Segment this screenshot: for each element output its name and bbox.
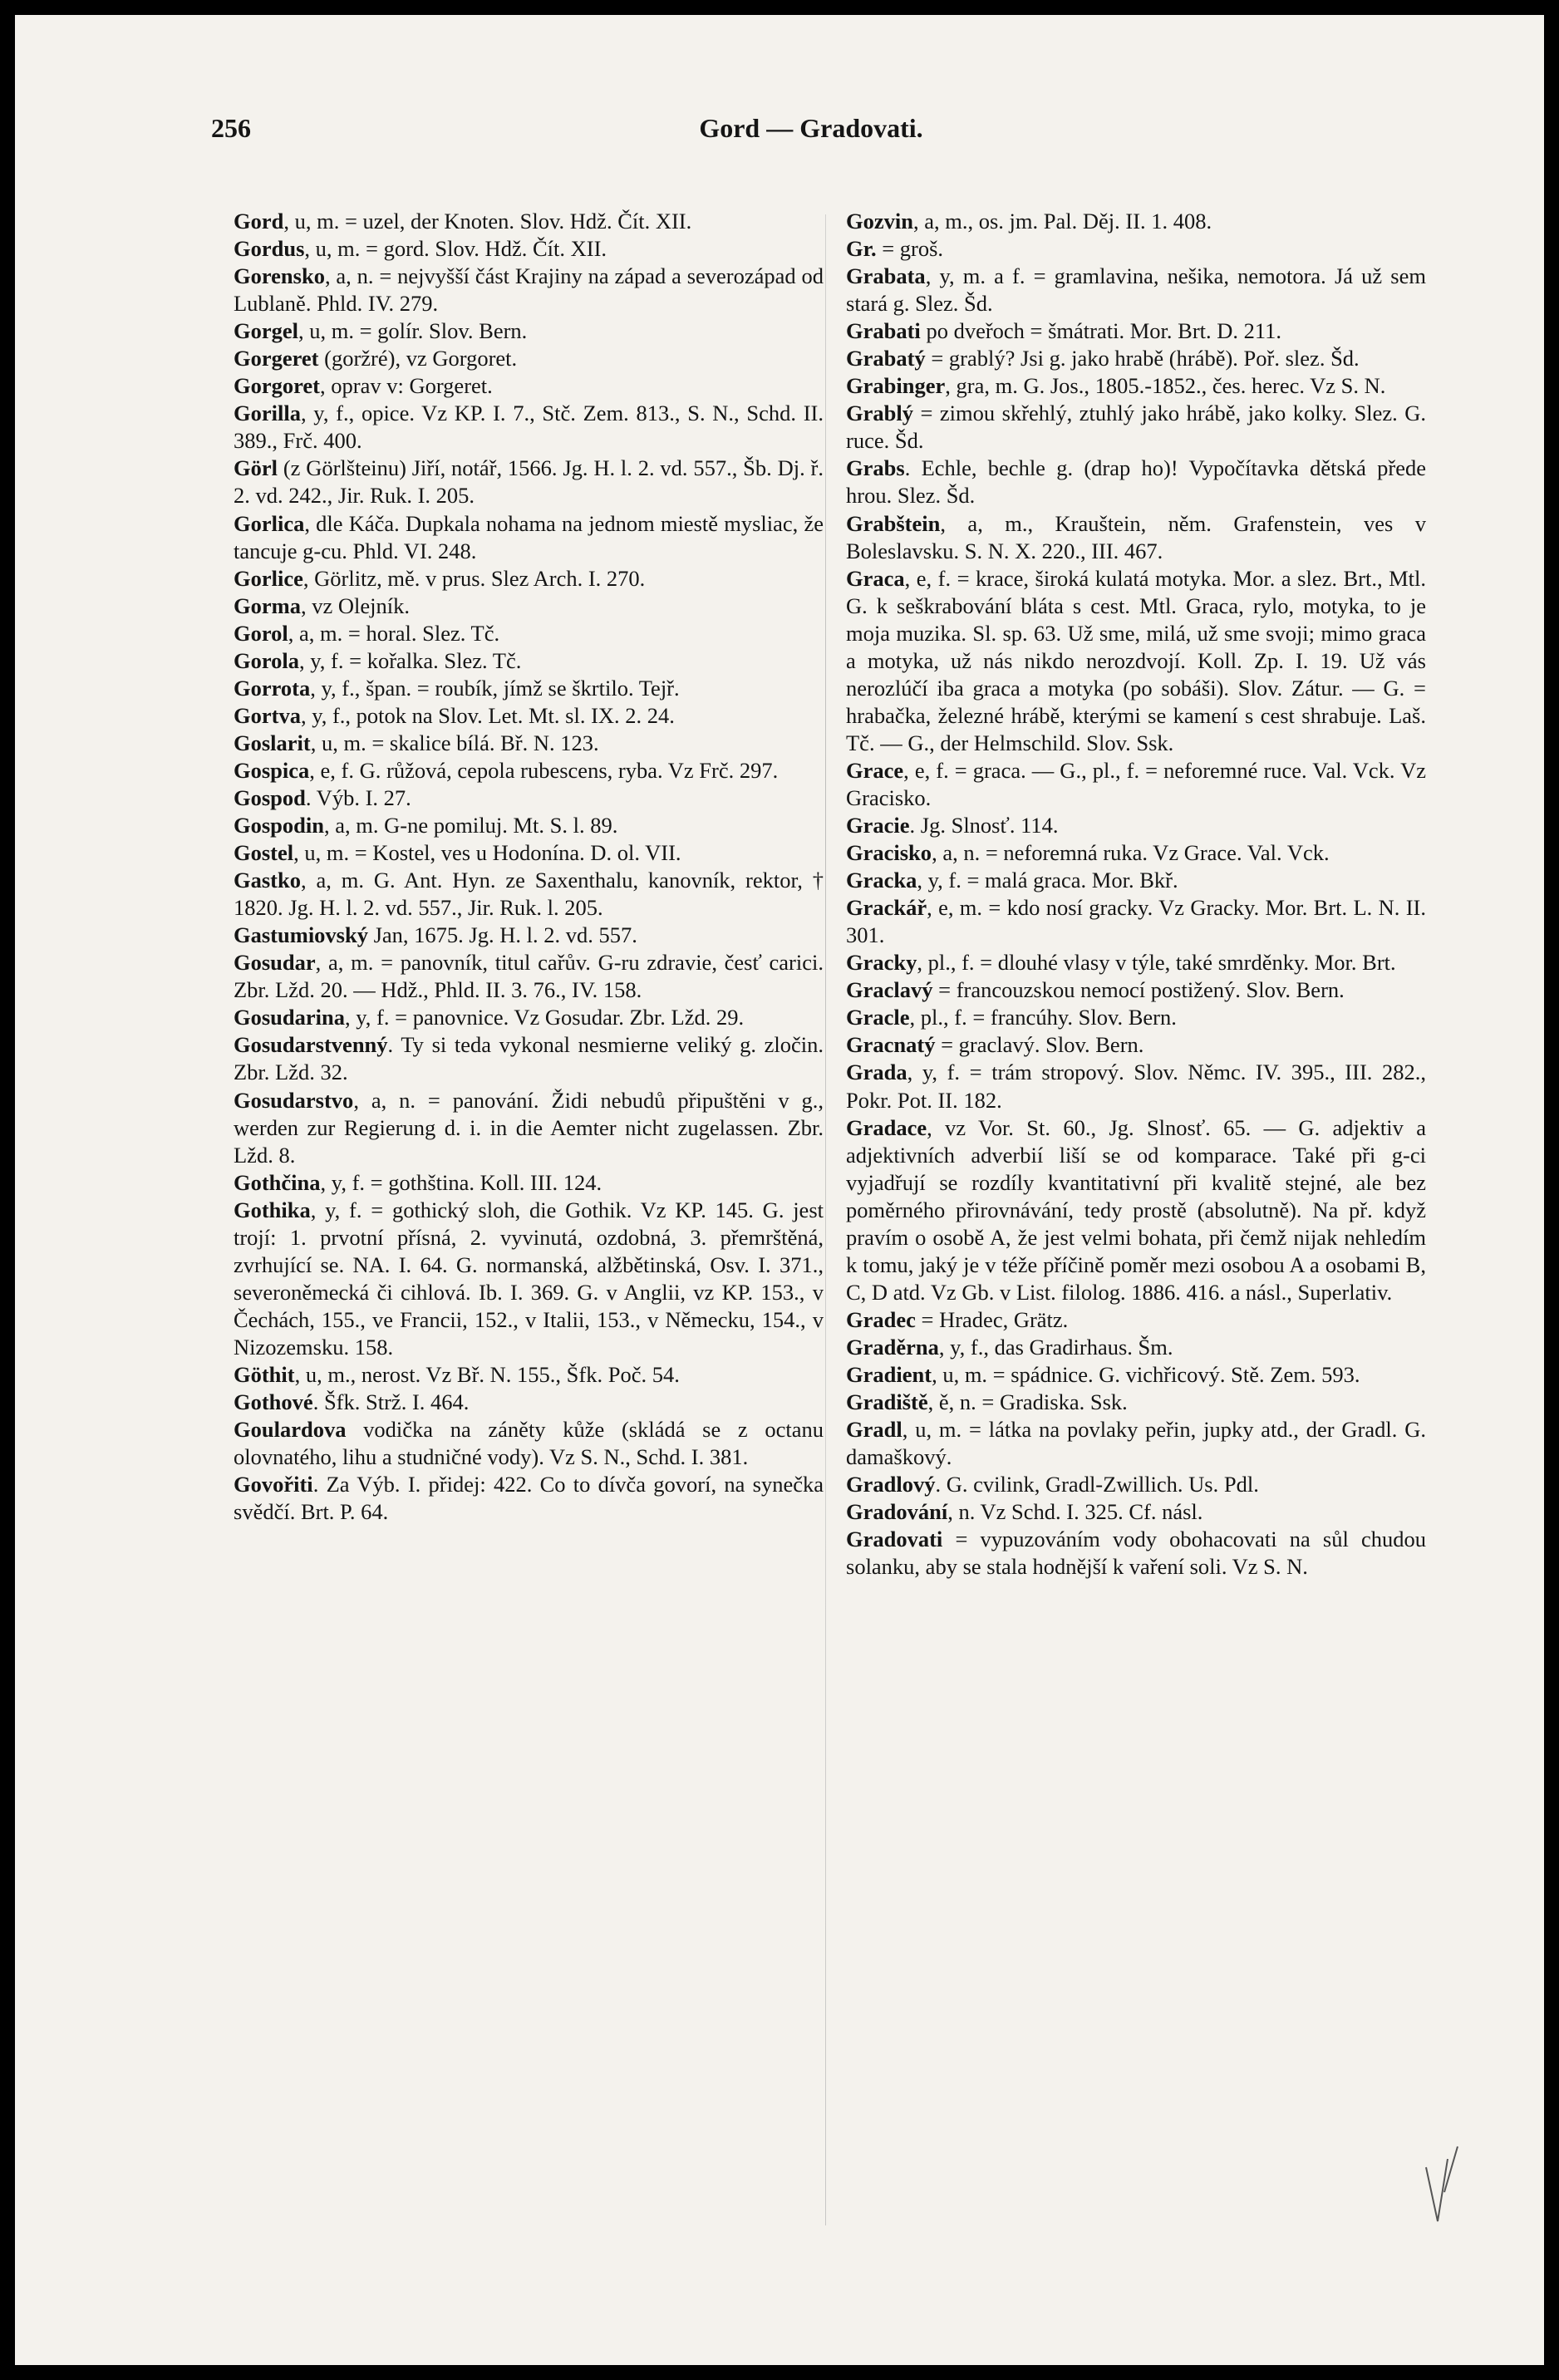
entry-definition: , a, n. = nejvyšší část Krajiny na západ a severozápad od Lublaně. Phld. IV. 279. (234, 263, 824, 317)
dictionary-entry (234, 1197, 824, 1361)
entry-definition: . Ty si teda vykonal nesmierne veliký g. zločin. Zbr. Lžd. 32. (234, 1032, 824, 1085)
entry-headword: Gradovati (846, 1527, 943, 1552)
entry-definition: , pl., f. = francúhy. Slov. Bern. (909, 1005, 1177, 1030)
entry-definition: , a, m. = panovník, titul cařův. G-ru zdravie, česť carici. Zbr. Lžd. 20. — Hdž., Phld. II. 3. 76., IV. 158. (234, 950, 824, 1003)
entry-definition: , e, f. G. růžová, cepola rubescens, ryba. Vz Frč. 297. (309, 757, 779, 783)
entry-headword: Grada (846, 1060, 907, 1085)
dictionary-entry (234, 702, 824, 730)
dictionary-entry (234, 1031, 824, 1086)
dictionary-entry (234, 263, 824, 317)
dictionary-entry (846, 839, 1426, 867)
entry-headword: Gradient (846, 1361, 932, 1387)
entry-definition: = groš. (876, 236, 944, 262)
entry-definition: , y, f., opice. Vz KP. I. 7., Stč. Zem. 813., S. N., Schd. II. 389., Frč. 400. (234, 401, 824, 454)
dictionary-entry (234, 1416, 824, 1471)
dictionary-entry (234, 675, 824, 702)
dictionary-entry (234, 1361, 824, 1389)
entry-definition: , u, m. = gord. Slov. Hdž. Čít. XII. (304, 236, 607, 262)
entry-headword: Gorgoret (234, 373, 320, 399)
dictionary-entry (846, 1031, 1426, 1059)
entry-definition: , a, n. = panování. Židi nebudů připuštěni v g., werden zur Regierung d. i. in die Aemter nicht zugelassen. Zbr. Lžd. 8. (234, 1087, 824, 1168)
entry-definition: , u, m. = látka na povlaky peřin, jupky atd., der Gradl. G. damaškový. (846, 1417, 1426, 1470)
entry-headword: Gracle (846, 1005, 910, 1030)
dictionary-entry (234, 345, 824, 372)
entry-headword: Gosudarina (234, 1005, 346, 1030)
entry-definition: = zimou skřehlý, ztuhlý jako hrábě, jako kolky. Slez. G. ruce. Šd. (846, 401, 1426, 454)
dictionary-entry (234, 757, 824, 784)
entry-headword: Gorrota (234, 675, 311, 701)
entry-headword: Grabatý (846, 346, 926, 371)
entry-definition: (goržré), vz Gorgoret. (318, 346, 518, 371)
page-number: 256 (211, 113, 251, 143)
dictionary-entry (234, 867, 824, 922)
entry-definition: = graclavý. Slov. Bern. (935, 1032, 1144, 1058)
dictionary-entry (846, 1416, 1426, 1471)
dictionary-entry (234, 593, 824, 620)
dictionary-entry (234, 235, 824, 263)
dictionary-entry (846, 263, 1426, 317)
entry-definition: . Výb. I. 27. (305, 784, 411, 810)
entry-definition: , y, f., špan. = roubík, jímž se škrtilo. Tejř. (310, 675, 680, 701)
dictionary-entry (846, 812, 1426, 839)
entry-definition: . G. cvilink, Gradl-Zwillich. Us. Pdl. (935, 1472, 1259, 1497)
entry-headword: Grabštein (846, 510, 941, 536)
dictionary-entry (846, 949, 1426, 976)
entry-headword: Gradování (846, 1499, 948, 1525)
entry-definition: , n. Vz Schd. I. 325. Cf. násl. (947, 1499, 1203, 1525)
entry-headword: Gradec (846, 1306, 916, 1332)
entry-definition: , y, f. = gothština. Koll. III. 124. (320, 1169, 602, 1195)
entry-headword: Graděrna (846, 1334, 939, 1360)
dictionary-entry (234, 372, 824, 400)
entry-headword: Govořiti (234, 1472, 313, 1497)
entry-definition: , u, m. = golír. Slov. Bern. (298, 318, 528, 344)
entry-headword: Gradace (846, 1114, 927, 1140)
dictionary-entry (846, 1004, 1426, 1031)
pencil-mark (1419, 2142, 1469, 2234)
entry-definition: , u, m. = spádnice. G. vichřicový. Stě. Zem. 593. (932, 1361, 1360, 1387)
dictionary-entry (234, 1389, 824, 1416)
entry-headword: Gracnatý (846, 1032, 936, 1058)
entry-headword: Gordus (234, 236, 305, 262)
entry-headword: Gracka (846, 868, 917, 893)
entry-definition: vodička na záněty kůže (skládá se z octanu olovnatého, lihu a studničné vody). Vz S. N., Schd. I. 381. (234, 1417, 824, 1470)
entry-definition: , y, f. = gothický sloh, die Gothik. Vz KP. 145. G. jest trojí: 1. prvotní přísná, 2. vyvinutá, ozdobná, 3. přemrštěná, zvrhující se. NA. I. 64. G. normanská, alžbětinská, Osv. I. 371., severoněmecká či cihlová. Ib. I. 369. G. v Anglii, vz KP. 153., v Čechách, 155., ve Francii, 152., v Italii, 153., v Německu, 154., v Nizozemsku. 158. (234, 1197, 824, 1360)
dictionary-entry (846, 1389, 1426, 1416)
entry-headword: Gorol (234, 620, 288, 646)
entry-headword: Gorgel (234, 318, 298, 344)
dictionary-entry (234, 1004, 824, 1031)
entry-definition: , a, m., Krauštein, něm. Grafenstein, ves v Boleslavsku. S. N. X. 220., III. 467. (846, 510, 1426, 563)
dictionary-entry (846, 867, 1426, 894)
dictionary-entry (234, 1471, 824, 1526)
entry-definition: . Jg. Slnosť. 114. (909, 813, 1059, 838)
entry-headword: Gradl (846, 1417, 902, 1443)
dictionary-entry (234, 730, 824, 757)
entry-definition: , e, f. = graca. — G., pl., f. = neforemné ruce. Val. Vck. Vz Gracisko. (846, 757, 1426, 810)
entry-headword: Gothové (234, 1389, 313, 1415)
entry-headword: Gradlový (846, 1472, 936, 1497)
entry-headword: Gastko (234, 868, 301, 893)
dictionary-entry (846, 317, 1426, 345)
dictionary-entry (234, 510, 824, 565)
dictionary-entry (234, 455, 824, 509)
entry-headword: Gostel (234, 840, 294, 866)
entry-definition: . Echle, bechle g. (drap ho)! Vypočítavka dětská přede hrou. Slez. Šd. (846, 455, 1426, 509)
entry-definition: , a, n. = neforemná ruka. Vz Grace. Val. Vck. (932, 840, 1330, 866)
dictionary-entry (846, 1114, 1426, 1306)
dictionary-entry (846, 1526, 1426, 1581)
dictionary-entry (846, 1059, 1426, 1114)
column-divider (825, 214, 826, 2225)
entry-definition: = francouzskou nemocí postižený. Slov. Bern. (932, 977, 1345, 1003)
dictionary-entry (234, 400, 824, 455)
entry-headword: Gothčina (234, 1169, 321, 1195)
entry-definition: , e, f. = krace, široká kulatá motyka. Mor. a slez. Brt., Mtl. G. k seškrabování bláta s cest. Mtl. Graca, rylo, motyka, to je moja muzika. Sl. sp. 63. Už sme, milá, už sme svoji; mimo graca a motyka, už nás nikdo nerozdvojí. Koll. Zp. I. 19. Už vás nerozlúčí iba graca a motyka (po sobáši). Slov. Zátur. — G. = hrabačka, železné hrábě, kterými se kamení s cest shrabuje. Laš. Tč. — G., der Helmschild. Slov. Ssk. (846, 565, 1426, 755)
running-head: Gord — Gradovati. (699, 113, 923, 143)
entry-definition: , ě, n. = Gradiska. Ssk. (927, 1389, 1128, 1415)
dictionary-entry (234, 949, 824, 1004)
dictionary-entry (846, 235, 1426, 263)
entry-headword: Görl (234, 455, 278, 481)
entry-headword: Grablý (846, 401, 913, 426)
entry-definition: (z Görlšteinu) Jiří, notář, 1566. Jg. H. l. 2. vd. 557., Šb. Dj. ř. 2. vd. 242., Jir. Ruk. I. 205. (234, 455, 824, 509)
dictionary-entry (846, 400, 1426, 455)
dictionary-entry (234, 784, 824, 812)
entry-headword: Gothika (234, 1197, 311, 1222)
entry-headword: Gorlice (234, 565, 303, 591)
right-column (846, 208, 1426, 1581)
entry-headword: Gospica (234, 757, 310, 783)
dictionary-entry (846, 208, 1426, 235)
dictionary-entry (234, 208, 824, 235)
dictionary-entry (234, 1169, 824, 1197)
entry-definition: = vypuzováním vody obohacovati na sůl chudou solanku, aby se stala hodnější k vaření soli. Vz S. N. (846, 1527, 1426, 1580)
entry-definition: , a, m., os. jm. Pal. Děj. II. 1. 408. (912, 209, 1212, 234)
entry-definition: , y, f. = malá graca. Mor. Bkř. (917, 868, 1178, 893)
entry-definition: , pl., f. = dlouhé vlasy v týle, také smrděnky. Mor. Brt. (917, 950, 1396, 976)
entry-definition: , a, m. = horal. Slez. Tč. (288, 620, 500, 646)
dictionary-entry (234, 565, 824, 593)
dictionary-entry (846, 510, 1426, 565)
entry-headword: Gord (234, 209, 284, 234)
entry-headword: Gorgeret (234, 346, 319, 371)
page-header (211, 113, 1411, 155)
entry-headword: Gradiště (846, 1389, 928, 1415)
entry-headword: Graca (846, 565, 905, 591)
entry-definition: , u, m., nerost. Vz Bř. N. 155., Šfk. Poč. 54. (294, 1361, 680, 1387)
entry-definition: , y, f. = panovnice. Vz Gosudar. Zbr. Lžd. 29. (345, 1005, 745, 1030)
entry-headword: Gr. (846, 236, 877, 262)
entry-definition: , a, m. G-ne pomiluj. Mt. S. l. 89. (324, 813, 618, 838)
left-column (234, 208, 824, 1526)
dictionary-entry (846, 455, 1426, 509)
dictionary-entry (234, 647, 824, 675)
entry-headword: Gracisko (846, 840, 932, 866)
entry-definition: , gra, m. G. Jos., 1805.-1852., čes. herec. Vz S. N. (945, 373, 1386, 399)
entry-headword: Gosudar (234, 950, 316, 976)
dictionary-entry (846, 1361, 1426, 1389)
entry-headword: Gastumiovský (234, 922, 368, 948)
dictionary-entry (846, 372, 1426, 400)
entry-definition: . Za Výb. I. přidej: 422. Co to dívča govorí, na synečka svědčí. Brt. P. 64. (234, 1472, 824, 1525)
entry-headword: Gospodin (234, 813, 325, 838)
entry-definition: , y, f., das Gradirhaus. Šm. (938, 1334, 1173, 1360)
entry-headword: Gorilla (234, 401, 301, 426)
entry-definition: , y, f. = trám stropový. Slov. Němc. IV. 395., III. 282., Pokr. Pot. II. 182. (846, 1060, 1426, 1113)
dictionary-page (15, 15, 1544, 2365)
entry-definition: , oprav v: Gorgeret. (320, 373, 493, 399)
entry-headword: Gorlica (234, 510, 305, 536)
entry-headword: Gorensko (234, 263, 325, 289)
dictionary-entry (846, 976, 1426, 1004)
entry-headword: Grabinger (846, 373, 946, 399)
entry-definition: , dle Káča. Dupkala nohama na jednom miestě mysliac, že tancuje g-cu. Phld. VI. 248. (234, 510, 824, 563)
entry-headword: Grabati (846, 318, 921, 344)
entry-headword: Gosudarstvenný (234, 1032, 388, 1058)
dictionary-entry (234, 1087, 824, 1169)
entry-definition: po dveřoch = šmátrati. Mor. Brt. D. 211. (920, 318, 1282, 344)
entry-headword: Gospod (234, 784, 306, 810)
entry-headword: Goslarit (234, 730, 311, 755)
entry-definition: , u, m. = Kostel, ves u Hodonína. D. ol. VII. (293, 840, 681, 866)
entry-headword: Gozvin (846, 209, 913, 234)
entry-headword: Gorma (234, 593, 301, 618)
entry-headword: Grace (846, 757, 904, 783)
entry-definition: , vz Vor. St. 60., Jg. Slnosť. 65. — G. adjektiv a adjektivních adverbií liší se od komparace. Také při g-ci vyjadřují se rozdíly kvantitativní při kvalitě stejné, ale bez poměrného přirovnávání, tedy prostě (absolutně). Na př. když pravím o osobě A, že jest velmi bohata, při čemž nijak nehledím k tomu, jaký je v téže příčině poměr mezi osobou A a osobami B, C, D atd. Vz Gb. v List. filolog. 1886. 416. a násl., Superlativ. (846, 1114, 1426, 1305)
entry-headword: Gracie (846, 813, 910, 838)
entry-headword: Gosudarstvo (234, 1087, 354, 1113)
dictionary-entry (846, 894, 1426, 949)
entry-headword: Gorola (234, 647, 300, 673)
entry-definition: , y, f., potok na Slov. Let. Mt. sl. IX. 2. 24. (300, 702, 675, 728)
dictionary-entry (846, 1334, 1426, 1361)
entry-headword: Grabs (846, 455, 905, 481)
entry-headword: Goulardova (234, 1417, 347, 1443)
entry-definition: . Šfk. Strž. I. 464. (312, 1389, 470, 1415)
entry-definition: Jan, 1675. Jg. H. l. 2. vd. 557. (367, 922, 637, 948)
entry-definition: = grablý? Jsi g. jako hrabě (hrábě). Poř. slez. Šd. (925, 346, 1360, 371)
entry-headword: Grackář (846, 895, 927, 921)
entry-definition: , y, f. = kořalka. Slez. Tč. (299, 647, 522, 673)
entry-definition: , Görlitz, mě. v prus. Slez Arch. I. 270. (302, 565, 646, 591)
entry-definition: , y, m. a f. = gramlavina, nešika, nemotora. Já už sem stará g. Slez. Šd. (846, 263, 1426, 317)
dictionary-entry (846, 1306, 1426, 1334)
dictionary-entry (846, 345, 1426, 372)
entry-definition: , vz Olejník. (300, 593, 410, 618)
entry-headword: Grabata (846, 263, 926, 289)
dictionary-entry (846, 757, 1426, 812)
dictionary-entry (234, 839, 824, 867)
dictionary-entry (234, 922, 824, 949)
entry-headword: Gortva (234, 702, 301, 728)
entry-definition: = Hradec, Grätz. (915, 1306, 1069, 1332)
dictionary-entry (846, 565, 1426, 757)
entry-definition: , u, m. = skalice bílá. Bř. N. 123. (310, 730, 599, 755)
dictionary-entry (234, 620, 824, 647)
dictionary-entry (234, 812, 824, 839)
entry-definition: , a, m. G. Ant. Hyn. ze Saxenthalu, kanovník, rektor, † 1820. Jg. H. l. 2. vd. 557., Jir. Ruk. l. 205. (234, 868, 824, 921)
dictionary-entry (846, 1498, 1426, 1526)
entry-definition: , e, m. = kdo nosí gracky. Vz Gracky. Mor. Brt. L. N. II. 301. (846, 895, 1426, 948)
dictionary-entry (234, 317, 824, 345)
entry-headword: Gracky (846, 950, 917, 976)
entry-definition: , u, m. = uzel, der Knoten. Slov. Hdž. Čít. XII. (283, 209, 692, 234)
entry-headword: Graclavý (846, 977, 933, 1003)
entry-headword: Göthit (234, 1361, 295, 1387)
dictionary-entry (846, 1471, 1426, 1498)
